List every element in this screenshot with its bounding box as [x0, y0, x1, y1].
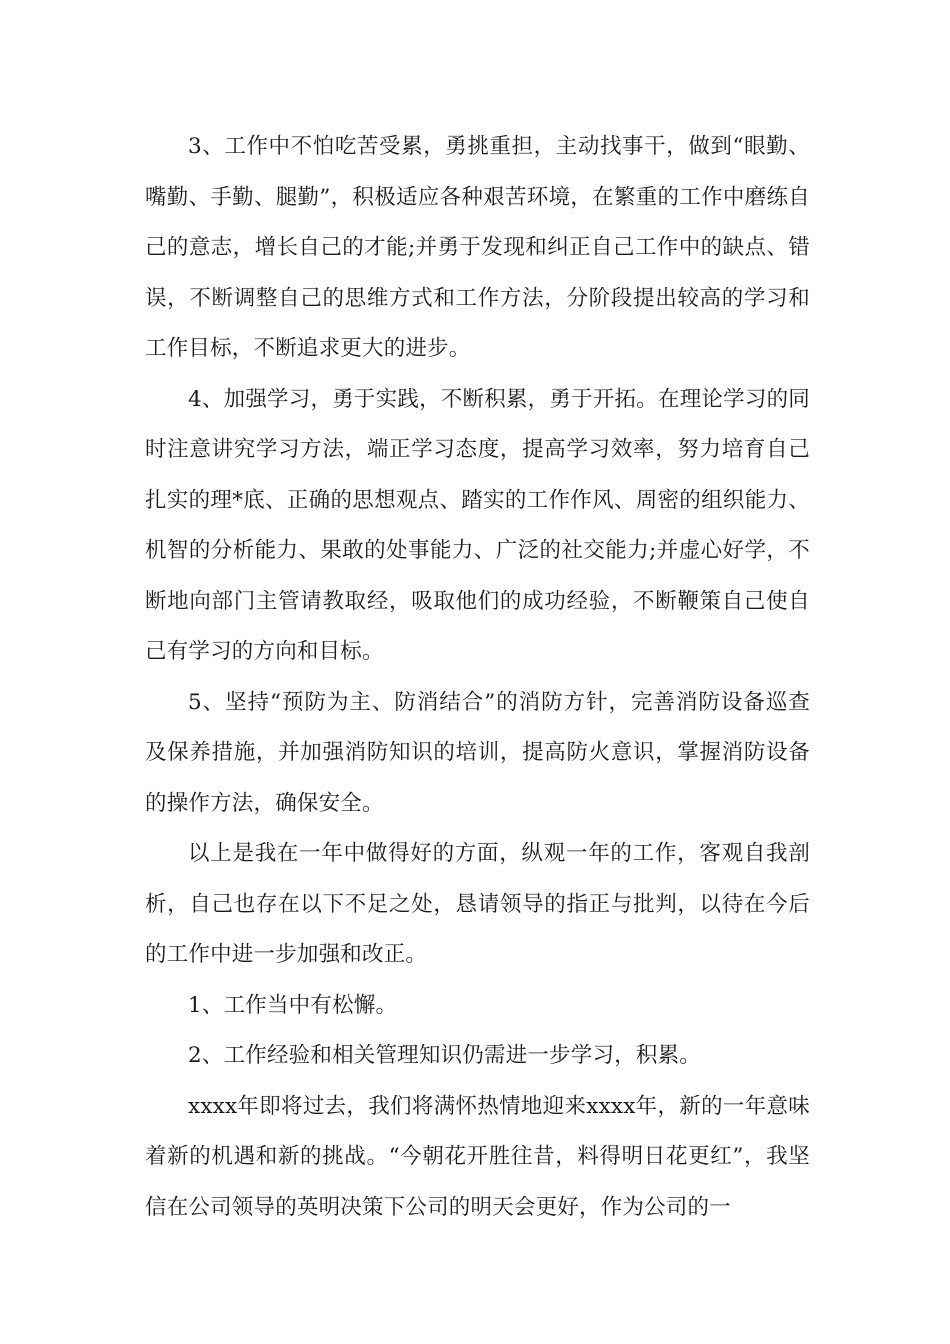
paragraph-shortcoming-2: 2、工作经验和相关管理知识仍需进一步学习，积累。 — [188, 1043, 701, 1068]
paragraph-summary: 以上是我在一年中做得好的方面，纵观一年的工作，客观自我剖析，自己也存在以下不足之处，恳请领导的指正与批判，以待在今后的工作中进一步加强和改正。 — [145, 841, 810, 967]
paragraph-shortcoming-1: 1、工作当中有松懈。 — [188, 992, 398, 1018]
paragraph-outlook: xxxx年即将过去，我们将满怀热情地迎来xxxx年，新的一年意味着新的机遇和新的挑战。“今朝花开胜往昔，料得明日花更红”，我坚信在公司领导的英明决策下公司的明天会更好，作为公司的一 — [145, 1093, 810, 1220]
paragraph-item-4: 4、加强学习，勇于实践，不断积累，勇于开拓。在理论学习的同时注意讲究学习方法，端正学习态度，提高学习效率，努力培育自己扎实的理*底、正确的思想观点、踏实的工作作风、周密的组织能力、机智的分析能力、果敢的处事能力、广泛的社交能力;并虚心好学，不断地向部门主管请教取经，吸取他们的成功经验，不断鞭策自己使自己有学习的方向和目标。 — [145, 386, 810, 664]
paragraph-item-5: 5、坚持“预防为主、防消结合”的消防方针，完善消防设备巡查及保养措施，并加强消防知识的培训，提高防火意识，掌握消防设备的操作方法，确保安全。 — [145, 689, 810, 816]
paragraph-item-3: 3、工作中不怕吃苦受累，勇挑重担，主动找事干，做到“眼勤、嘴勤、手勤、腿勤”，积极适应各种艰苦环境，在繁重的工作中磨练自己的意志，增长自己的才能;并勇于发现和纠正自己工作中的缺点、错误，不断调整自己的思维方式和工作方法，分阶段提出较高的学习和工作目标，不断追求更大的进步。 — [145, 134, 810, 361]
document-body — [145, 122, 810, 1233]
